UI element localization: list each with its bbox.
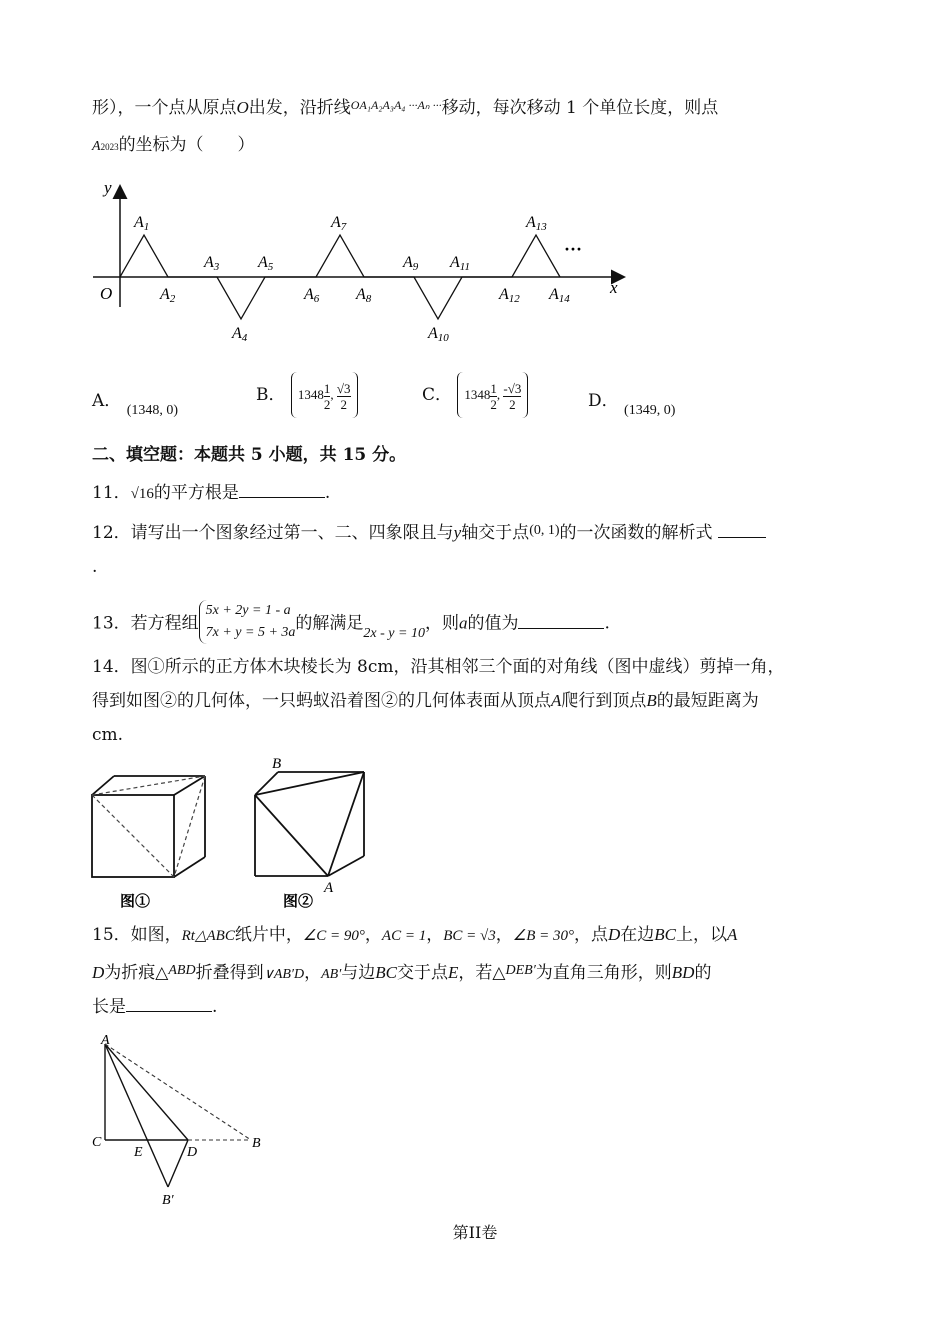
label-A10: A10 bbox=[428, 325, 449, 344]
origin-label: O bbox=[100, 284, 113, 303]
q15-E: E bbox=[448, 963, 459, 982]
option-a-value: (1348, 0) bbox=[126, 403, 179, 418]
label-A6: A6 bbox=[304, 286, 320, 305]
q11-answer-blank[interactable] bbox=[239, 483, 325, 498]
q14-line2 bbox=[92, 688, 858, 714]
option-c-frac2 bbox=[503, 381, 521, 412]
label-A7: A7 bbox=[331, 214, 347, 233]
q15-text-b: 纸片中， bbox=[234, 925, 303, 945]
q10-origin: O bbox=[236, 98, 249, 117]
label-A8: A8 bbox=[356, 286, 372, 305]
q12-end: . bbox=[92, 557, 98, 577]
q12-point: (0, 1) bbox=[529, 523, 560, 538]
option-c-int: 1348 bbox=[464, 387, 491, 402]
option-d bbox=[588, 388, 675, 416]
q15-end: . bbox=[212, 997, 218, 1017]
fig2-caption: 图② bbox=[283, 894, 314, 910]
q11-text: 的平方根是 bbox=[153, 483, 239, 503]
label-A14: A14 bbox=[549, 286, 570, 305]
q12-answer-blank[interactable] bbox=[718, 523, 766, 538]
option-c-den2: 2 bbox=[509, 396, 516, 412]
q14-B: B bbox=[646, 691, 657, 710]
q13 bbox=[92, 602, 858, 646]
fig-label-B-prime: B′ bbox=[162, 1193, 174, 1208]
label-A1: A1 bbox=[134, 214, 150, 233]
q15-answer-blank[interactable] bbox=[126, 997, 212, 1012]
option-b bbox=[256, 372, 358, 418]
q15-text-d: 在边 bbox=[620, 925, 655, 945]
q15-BC2: BC bbox=[375, 963, 398, 982]
option-a-key: A． bbox=[92, 391, 122, 411]
q15-deb: DEB′ bbox=[505, 963, 536, 978]
label-A9: A9 bbox=[403, 254, 419, 273]
option-b-value: 1348 $\frac{1}{2}$ , $\frac{√3}{2}$ bbox=[291, 372, 358, 418]
option-b-den: 2 bbox=[323, 396, 331, 412]
section-footer: 第II卷 bbox=[452, 1223, 498, 1242]
fig1-caption: 图① bbox=[120, 894, 151, 910]
option-b-frac1 bbox=[324, 381, 331, 412]
option-a bbox=[92, 388, 178, 416]
q14-A: A bbox=[551, 691, 562, 710]
q14-text-b: 爬行到顶点 bbox=[561, 691, 647, 711]
option-b-num: 1 bbox=[323, 380, 331, 396]
q10-line2 bbox=[92, 132, 858, 160]
q15-text-j: ，若△ bbox=[458, 963, 506, 983]
q15-BC: BC bbox=[654, 925, 676, 944]
q15-line1: 15．如图，Rt△ABC纸片中，∠C = 90°，AC = 1，BC = √3，∠B = 30°，点D在边BC上，以A bbox=[92, 925, 738, 945]
option-b-key: B． bbox=[256, 385, 286, 405]
zigzag-graph bbox=[88, 175, 638, 350]
q15-text-f: 为折痕△ bbox=[104, 963, 169, 983]
q15-line3 bbox=[92, 994, 858, 1020]
label-A13: A13 bbox=[526, 214, 547, 233]
option-c-num: 1 bbox=[490, 380, 497, 396]
q13-answer-blank[interactable] bbox=[518, 614, 604, 629]
q15-D2: D bbox=[92, 963, 105, 982]
q15-ab-prime: AB′ bbox=[321, 967, 342, 982]
q11-root: √16 bbox=[130, 486, 154, 502]
q10-line1 bbox=[92, 92, 858, 121]
q15-BD: BD bbox=[671, 963, 695, 982]
ellipsis: ··· bbox=[564, 239, 583, 259]
q12-y: y bbox=[453, 523, 462, 542]
q15-text-c: ，点 bbox=[573, 925, 608, 945]
q15-ac: AC = 1 bbox=[381, 928, 427, 944]
x-label: x bbox=[610, 278, 618, 297]
fig2-label-B: B bbox=[272, 756, 282, 772]
cube-figure-1 bbox=[88, 772, 213, 912]
q13-eq1: 5x + 2y = 1 - a bbox=[205, 603, 291, 618]
q15-A: A bbox=[727, 925, 738, 944]
q11-number: 11． bbox=[92, 483, 131, 503]
q13-eq2: 7x + y = 5 + 3a bbox=[205, 625, 296, 640]
point-labels bbox=[133, 214, 570, 344]
option-b-int: 1348 bbox=[297, 387, 324, 402]
q15-text-l: 的 bbox=[694, 963, 712, 983]
q12-text-b: 轴交于点 bbox=[461, 523, 530, 543]
q13-a: a bbox=[458, 613, 468, 633]
label-A11: A11 bbox=[450, 254, 470, 273]
q13-end: . bbox=[604, 613, 610, 634]
option-c-den: 2 bbox=[490, 396, 497, 412]
q15-abd-folded: ∨AB′D bbox=[263, 967, 305, 982]
q15-angle-c: ∠C = 90° bbox=[302, 928, 365, 944]
q10-text-b: 出发，沿折线 bbox=[248, 98, 351, 118]
q15-line2: D为折痕△$^{ABD}$折叠得到∨AB′D，AB′与边BC交于点E，若△$^{DEB'}$为直角三角形，则BD的 bbox=[92, 963, 712, 983]
y-label: y bbox=[104, 178, 112, 197]
fig-label-A: A bbox=[101, 1033, 110, 1048]
q13-condition: 2x - y = 10 bbox=[363, 625, 425, 641]
q13-text-a: 13．若方程组 bbox=[92, 613, 199, 634]
section-heading: 二、填空题：本题共 5 小题，共 15 分。 bbox=[92, 445, 407, 465]
triangle-fold-figure bbox=[88, 1032, 273, 1212]
q10-text-c: 移动，每次移动 1 个单位长度，则点 bbox=[441, 98, 719, 118]
q14-line1: 14．图①所示的正方体木块棱长为 8cm，沿其相邻三个面的对角线（图中虚线）剪掉一角， bbox=[92, 657, 785, 677]
label-A4: A4 bbox=[232, 325, 248, 344]
q15-text-a: 15．如图， bbox=[92, 925, 182, 945]
q15-text-h: 与边 bbox=[341, 963, 376, 983]
q10-text-a: 形），一个点从原点 bbox=[92, 98, 237, 118]
q15-bc: BC = √3 bbox=[443, 928, 496, 944]
q13-text-d: 的值为 bbox=[467, 613, 519, 634]
q15-text-m: 长是 bbox=[92, 997, 126, 1017]
option-b-den2: 2 bbox=[340, 396, 347, 412]
q14-text-a: 得到如图②的几何体，一只蚂蚁沿着图②的几何体表面从顶点 bbox=[92, 691, 551, 711]
q13-system bbox=[199, 600, 296, 644]
fig-label-D: D bbox=[187, 1145, 198, 1160]
q15-D: D bbox=[607, 925, 621, 944]
q15-angle-b: ∠B = 30° bbox=[512, 928, 574, 944]
option-c-num2: -√3 bbox=[503, 380, 522, 396]
option-b-num2: √3 bbox=[336, 380, 351, 396]
q11-end: . bbox=[324, 483, 331, 503]
q10-path: OA₁A₂A₃A₄ ···Aₙ ··· bbox=[350, 98, 442, 112]
option-d-key: D． bbox=[588, 391, 619, 411]
q15-text-g: 折叠得到 bbox=[195, 963, 264, 983]
label-A2: A2 bbox=[160, 286, 176, 305]
fig-label-B: B bbox=[252, 1136, 261, 1151]
q13-text-b: 的解满足 bbox=[295, 613, 364, 634]
q12-text-c: 的一次函数的解析式 bbox=[559, 523, 713, 543]
option-c bbox=[422, 372, 528, 418]
q10-point: A bbox=[92, 139, 101, 154]
q10-text-d: 的坐标为（ ） bbox=[118, 135, 255, 155]
fig-label-E: E bbox=[134, 1145, 143, 1160]
option-b-frac2 bbox=[337, 381, 351, 412]
q14-line3: cm. bbox=[92, 725, 124, 745]
q14-text-c: 的最短距离为 bbox=[656, 691, 759, 711]
q13-text-c: ，则 bbox=[424, 613, 459, 634]
cube-figure-2 bbox=[250, 752, 375, 912]
q15-abd: ABD bbox=[168, 963, 196, 978]
q15-triangle: Rt△ABC bbox=[181, 928, 235, 944]
label-A12: A12 bbox=[499, 286, 520, 305]
option-c-frac1 bbox=[490, 381, 497, 412]
q10-point-sub: 2023 bbox=[100, 142, 119, 152]
fig2-label-A: A bbox=[324, 880, 334, 896]
q15-text-i: 交于点 bbox=[397, 963, 449, 983]
option-c-key: C． bbox=[422, 385, 453, 405]
q12-text-a: 12．请写出一个图象经过第一、二、四象限且与 bbox=[92, 523, 454, 543]
q15-text-k: 为直角三角形，则 bbox=[535, 963, 672, 983]
label-A5: A5 bbox=[258, 254, 274, 273]
option-d-value: (1349, 0) bbox=[624, 403, 676, 418]
fig-label-C: C bbox=[92, 1135, 102, 1150]
q11 bbox=[92, 480, 858, 507]
q15-text-e: 上，以 bbox=[676, 925, 727, 945]
label-A3: A3 bbox=[204, 254, 220, 273]
option-c-value: 1348 $\frac{1}{2}$ , $\frac{-√3}{2}$ bbox=[457, 372, 528, 418]
q12 bbox=[92, 518, 858, 546]
